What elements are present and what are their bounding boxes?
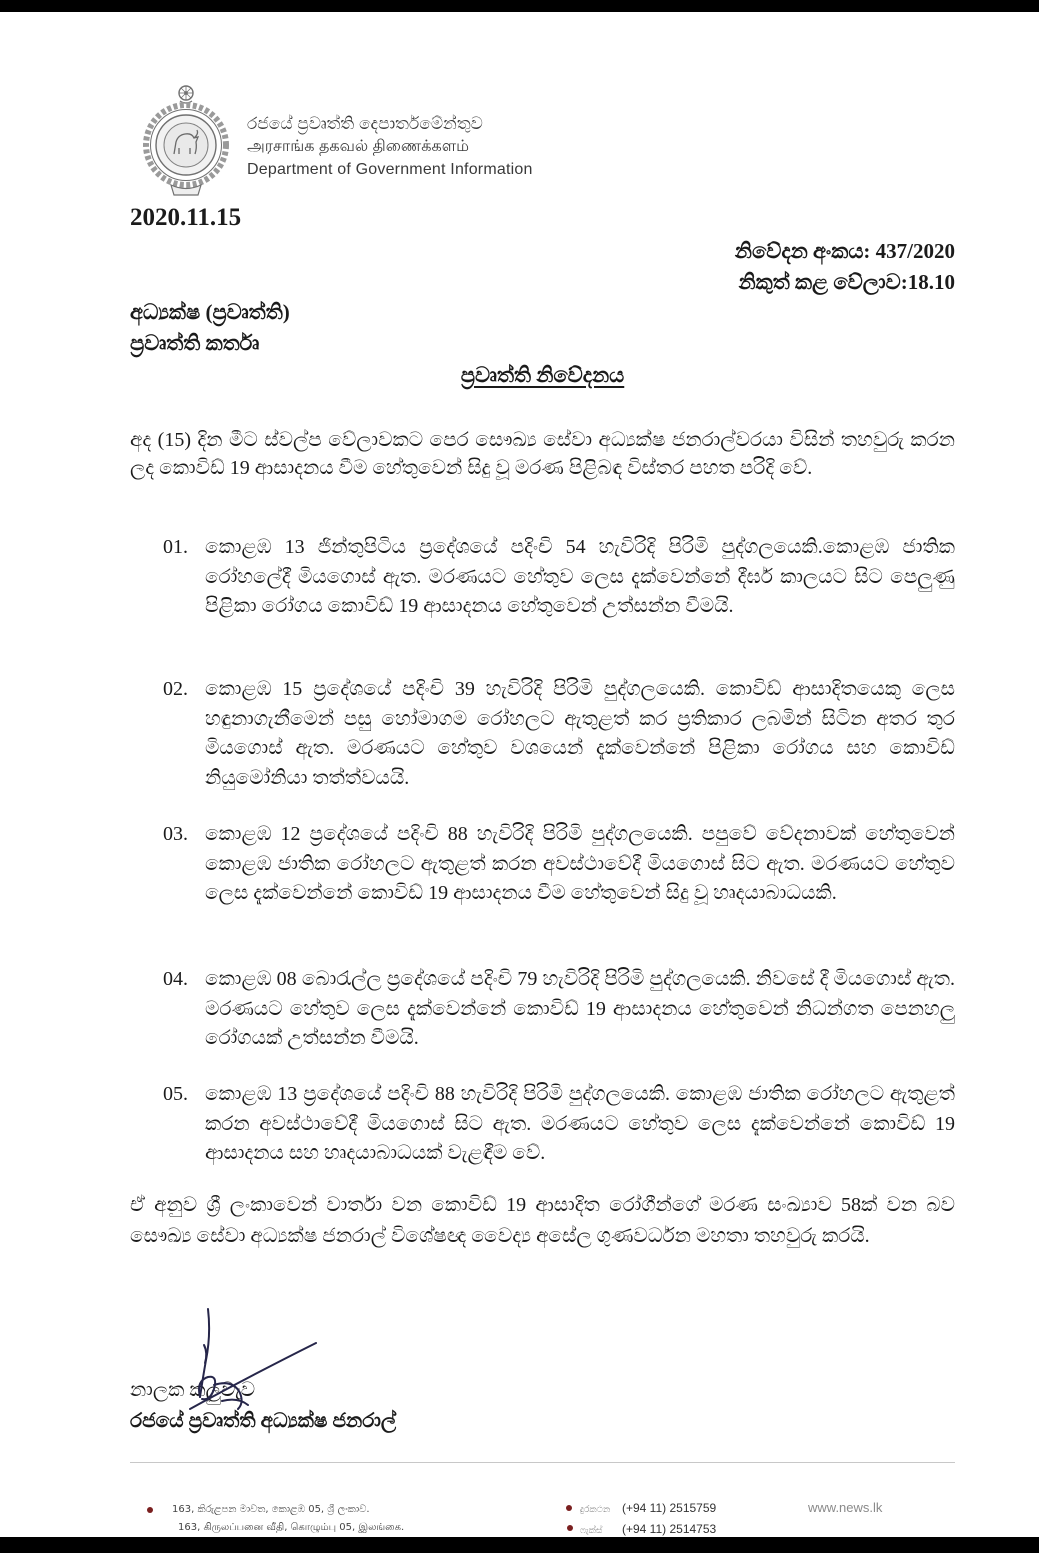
scan-top-border [0,0,1039,12]
department-name-sinhala: රජයේ ප්‍රවෘත්ති දෙපාර්තමේන්තුව [247,114,483,133]
scan-bottom-border [0,1537,1039,1553]
department-letterhead [247,112,533,181]
phone-number: (+94 11) 2515759 [622,1501,717,1515]
recipient-line: ප්‍රවෘත්ති කර්තෘ [130,331,260,355]
document-title-text: ප්‍රවෘත්ති නිවේදනය [460,363,625,387]
footer-bullet-icon [567,1525,573,1531]
phone-label: දුරකථන [580,1504,611,1514]
address-tamil: 163, கிருலப்பனை வீதி, கொழும்பு 05, இலங்கை. [178,1522,405,1533]
department-name-tamil: அரசாங்க தகவல் திணைக்களம் [247,138,470,155]
death-report-item [163,1080,955,1169]
item-number: 05. [163,1083,188,1105]
item-text: කොළඹ 15 ප්‍රදේශයේ පදිංචි 39 හැවිරිදි පිරිමි පුද්ගලයෙකි. කොවිඩ් ආසාදිතයෙකු ලෙස හඳුනාගැනීමෙන් පසු හෝමාගම රෝහලට ඇතුළත් කර ප්‍රතිකාර ලබමින් සිටින අතර තුර මියගොස් ඇත. මරණයට හේතුව වශයෙන් දැක්වෙන්නේ පිළිකා රෝගය සහ කොවිඩ් නියුමෝනියා තත්ත්වයයි. [205,678,955,789]
death-report-item [163,965,955,1054]
item-text: කොළඹ 13 ජින්තුපිටිය ප්‍රදේශයේ පදිංචි 54 හැවිරිදි පිරිමි පුද්ගලයෙකි.කොළඹ ජාතික රෝහලේදී මියගොස් ඇත. මරණයට හේතුව ලෙස දැක්වෙන්නේ දීර්ඝ කාලයට සිට පෙලුණු පිළිකා රෝගය කොවිඩ් 19 ආසාදනය හේතුවෙන් උත්සන්න වීමයි. [205,536,955,617]
phone-line [580,1498,716,1519]
department-name-english: Department of Government Information [247,161,533,178]
recipients [130,297,290,359]
release-number: නිවේදන අංකය: 437/2020 [734,239,955,263]
fax-number: (+94 11) 2514753 [622,1522,717,1536]
signatory-name: නාලක කලුවැව [130,1379,256,1401]
death-report-item [163,533,955,622]
death-report-item [163,820,955,909]
item-text: කොළඹ 13 ප්‍රදේශයේ පදිංචි 88 හැවිරිදි පිරිමි පුද්ගලයෙකි. කොළඹ ජාතික රෝහලට ඇතුළත් කරන අවස්ථාවේදී මියගොස් සිට ඇත. මරණයට හේතුව ලෙස දැක්වෙන්නේ කොවිඩ් 19 ආසාදනය සහ හෘදයාබාධයක් වැළඳීම වේ. [205,1083,955,1164]
signatory-designation: රජයේ ප්‍රවෘත්ති අධ්‍යක්ෂ ජනරාල් [130,1410,397,1432]
item-text: කොළඹ 12 ප්‍රදේශයේ පදිංචි 88 හැවිරිදි පිරිමි පුද්ගලයෙකි. පපුවේ වේදනාවක් හේතුවෙන් කොළඹ ජාතික රෝහලට ඇතුළත් කරන අවස්ථාවේදී මියගොස් සිට ඇත. මරණයට හේතුව ලෙස දැක්වෙන්නේ කොවිඩ් 19 ආසාදනය වීම හේතුවෙන් සිදු වූ හෘදයාබාධයකි. [205,823,955,904]
footer-contact [580,1498,716,1540]
death-report-item [163,675,955,793]
item-number: 03. [163,823,188,845]
release-meta [735,236,955,298]
signature [178,1305,328,1430]
footer-bullet-icon [147,1507,153,1513]
document-title [130,360,955,390]
release-date: 2020.11.15 [130,204,242,231]
footer-divider [130,1462,955,1463]
footer-website: www.news.lk [808,1500,883,1515]
government-emblem-icon [141,82,231,198]
fax-label: ෆැක්ස් [580,1525,603,1535]
issued-time: නිකුත් කළ වේලාව:18.10 [738,270,955,294]
item-number: 02. [163,678,188,700]
footer-address [172,1501,404,1537]
recipient-line: අධ්‍යක්ෂ (ප්‍රවෘත්ති) [130,300,290,324]
intro-paragraph: අද (15) දින මීට ස්වල්ප වේලාවකට පෙර සෞඛ්‍ය සේවා අධ්‍යක්ෂ ජනරාල්වරයා විසින් තහවුරු කරන ලද කොවිඩ් 19 ආසාදනය වීම හේතුවෙන් සිදු වූ මරණ පිළිබඳ විස්තර පහත පරිදි වේ. [130,429,955,479]
footer-bullet-icon [566,1505,572,1511]
item-number: 04. [163,968,188,990]
item-number: 01. [163,536,188,558]
item-text: කොළඹ 08 බොරැල්ල ප්‍රදේශයේ පදිංචි 79 හැවිරිදි පිරිමි පුද්ගලයෙකි. නිවසේ දී මියගොස් ඇත. මරණයට හේතුව ලෙස දැක්වෙන්නේ කොවිඩ් 19 ආසාදනය හේතුවෙන් නිධන්ගත පෙනහලු රෝගයක් උත්සන්න වීමයි. [205,968,955,1049]
address-sinhala: 163, කිරුළපන මාවත, කොළඹ 05, ශ්‍රී ලංකාව. [172,1504,370,1515]
conclusion-paragraph: ඒ අනුව ශ්‍රී ලංකාවෙන් වාර්තා වන කොවිඩ් 19 ආසාදිත රෝගීන්ගේ මරණ සංඛ්‍යාව 58ක් වන බව සෞඛ්‍ය සේවා අධ්‍යක්ෂ ජනරාල් විශේෂඥ වෛද්‍ය අසේල ගුණවර්ධන මහතා තහවුරු කරයි. [130,1194,955,1247]
